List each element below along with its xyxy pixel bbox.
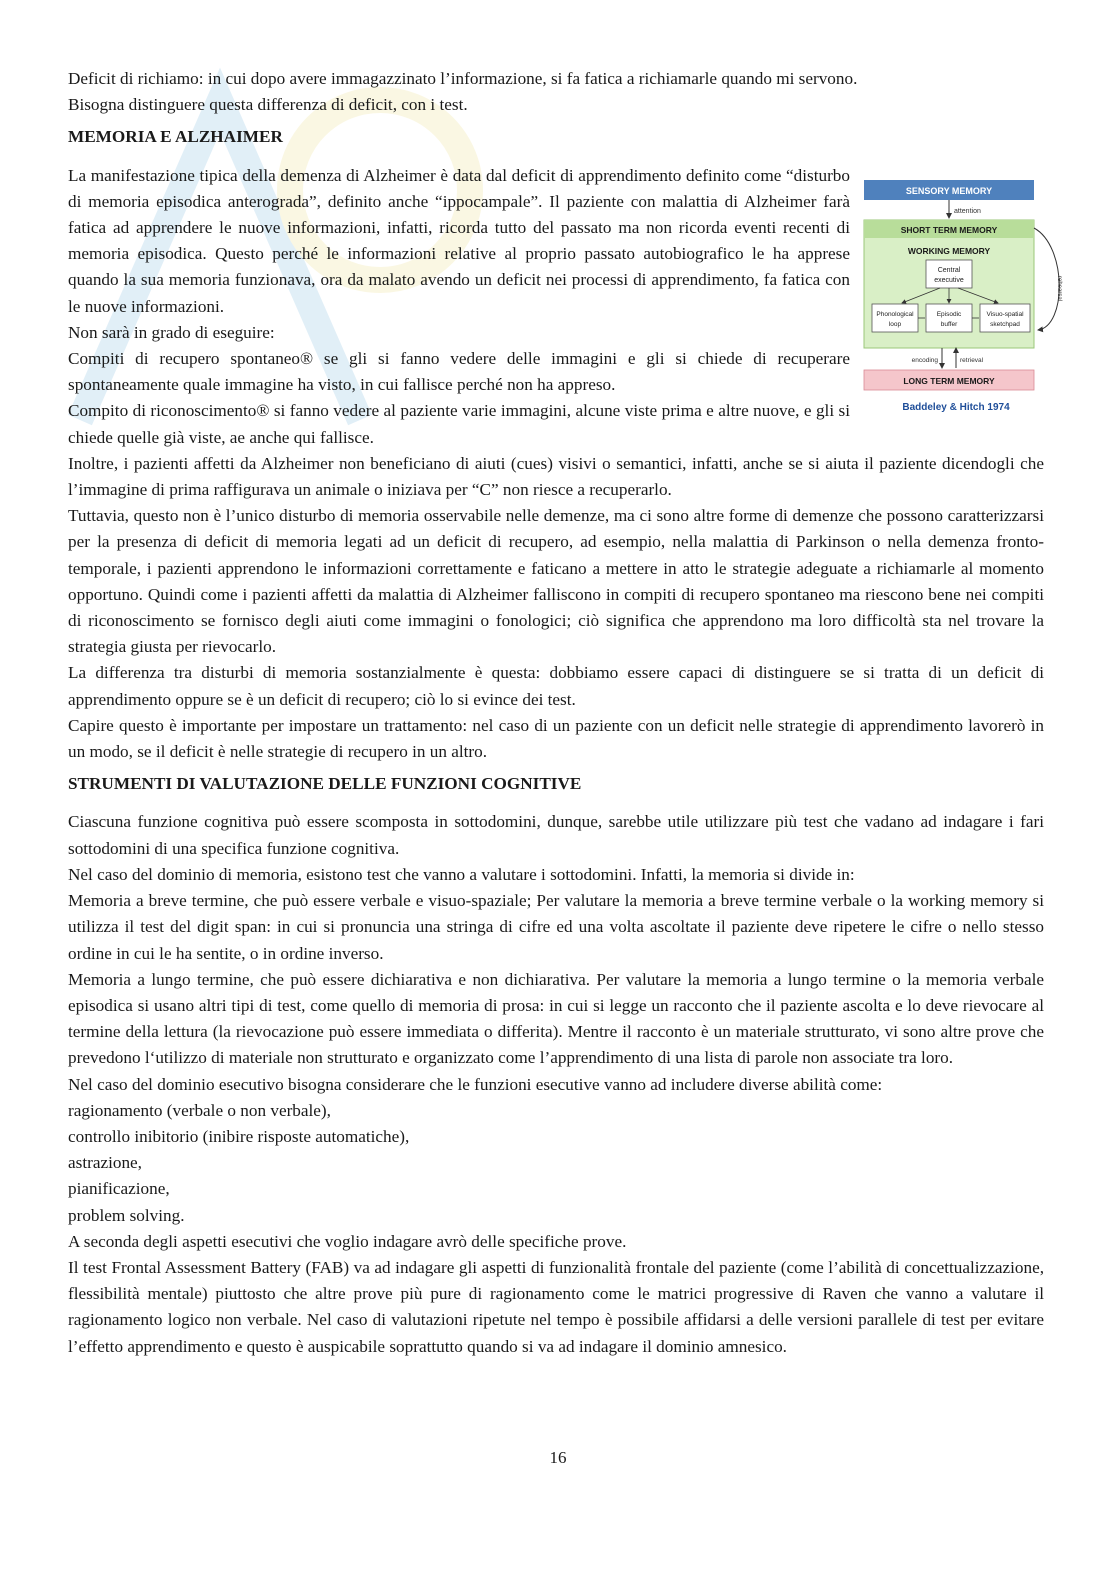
encoding-label: encoding [911, 357, 938, 364]
paragraph: Memoria a lungo termine, che può essere dichiarativa e non dichiarativa. Per valutare la memoria a lungo termine o la memoria verbale episodica si usano altri tipi di test, come quello di memoria di prosa: in cui si legge un racconto che il paziente ascolta e lo deve rievocare al termine della lettura (la rievocazione può essere immediata o differita). Mentre il racconto è un materiale strutturato, vi sono altre prove che prevedono l‘utilizzo di materiale non strutturato e organizzato come l’apprendimento di una lista di parole non associate tra loro. [68, 969, 1044, 1068]
memory-model-diagram [862, 176, 1066, 418]
paragraph: La manifestazione tipica della demenza di Alzheimer è data dal deficit di apprendimento definito come “disturbo di memoria episodica anterograda”, definito anche “ippocampale”. Il paziente con malattia di Alzheimer farà fatica ad apprendere le nuove informazioni, infatti, ricorda tutto del passato ma non ricorda eventi recenti di memoria episodica. Questo perché le informazioni relative al proprio passato autobiografico le ha apprese quando la sua memoria funzionava, ora da malato avendo un deficit nei processi di apprendimento, fa fatica con le nuove informazioni. [68, 165, 850, 316]
paragraph: Inoltre, i pazienti affetti da Alzheimer non beneficiano di aiuti (cues) visivi o semantici, infatti, anche se si aiuta il paziente dicendogli che l’immagine di prima raffigurava un animale o iniziava per “C” non riesce a recuperarlo. [68, 453, 1044, 500]
working-memory-label: WORKING MEMORY [907, 246, 991, 256]
paragraph: Nel caso del dominio esecutivo bisogna considerare che le funzioni esecutive vanno ad includere diverse abilità come: [68, 1074, 883, 1094]
paragraph: A seconda degli aspetti esecutivi che voglio indagare avrò delle specifiche prove. [68, 1231, 627, 1251]
paragraph: Deficit di richiamo: in cui dopo avere immagazzinato l’informazione, si fa fatica a richiamarle quando mi servono. [68, 69, 858, 88]
long-term-memory-label: LONG TERM MEMORY [903, 376, 995, 386]
paragraph: Tuttavia, questo non è l’unico disturbo di memoria osservabile nelle demenze, ma ci sono altre forme di demenze che possono caratterizzarsi per la presenza di deficit di memoria legati ad un deficit di recupero, ad esempio, nella malattia di Parkinson o nella demenza fronto-temporale, i pazienti apprendono le informazioni correttamente e faticano a mettere in atto le strategie adeguate a richiamarle al momento opportuno. Quindi come i pazienti affetti da malattia di Alzheimer falliscono in compiti di recupero spontaneo ma riescono bene nei compiti di riconoscimento se fornisco degli aiuti come immagini o fonologici; ciò significa che apprendono ma loro difficoltà sta nel trovare la strategia giusta per rievocarlo. [68, 506, 1044, 657]
list-item: problem solving. [68, 1205, 185, 1225]
list-item: ragionamento (verbale o non verbale), [68, 1100, 331, 1120]
rehearsal-label: rehearsal [1056, 276, 1062, 302]
episodic-buffer-label: Episodic [936, 311, 962, 318]
visuo-spatial-sketchpad-label: sketchpad [990, 321, 1020, 328]
episodic-buffer-label: buffer [940, 321, 958, 328]
paragraph: Memoria a breve termine, che può essere verbale e visuo-spaziale; Per valutare la memoria a breve termine verbale o la working memory si utilizza il test del digit span: in cui si pronuncia una stringa di cifre ed una volta ascoltate il paziente deve ripetere le cifre o nello stesso ordine in cui le ha sentite, o in ordine inverso. [68, 891, 1044, 963]
short-term-memory-label: SHORT TERM MEMORY [900, 225, 998, 235]
paragraph: Bisogna distinguere questa differenza di deficit, con i test. [68, 95, 468, 115]
paragraph: La differenza tra disturbi di memoria sostanzialmente è questa: dobbiamo essere capaci di distinguere se si tratta di un deficit di apprendimento oppure se è un deficit di recupero; ciò lo si evince dei test. [68, 663, 1044, 709]
central-executive-label: Central [937, 267, 961, 274]
section-heading: STRUMENTI DI VALUTAZIONE DELLE FUNZIONI COGNITIVE [68, 774, 582, 794]
wrapped-text-block [68, 163, 850, 451]
sensory-memory-label: SENSORY MEMORY [905, 186, 993, 196]
paragraph: Non sarà in grado di eseguire: [68, 322, 275, 342]
paragraph: Capire questo è importante per impostare un trattamento: nel caso di un paziente con un deficit nelle strategie di apprendimento lavorerò in un modo, se il deficit è nelle strategie di recupero in un altro. [68, 715, 1044, 762]
page-number: 16 [549, 1448, 567, 1467]
phonological-loop-label: loop [888, 321, 902, 328]
paragraph: Compito di riconoscimento® si fanno vedere al paziente varie immagini, alcune viste prima e altre nuove, e gli si chiede quelle già viste, ae anche qui fallisce. [68, 401, 850, 447]
paragraph: Ciascuna funzione cognitiva può essere scomposta in sottodomini, dunque, sarebbe utile utilizzare più test che vadano ad indagare i fari sottodomini di una specifica funzione cognitiva. [68, 812, 1044, 858]
phonological-loop-label: Phonological [876, 311, 914, 318]
list-item: astrazione, [68, 1153, 142, 1173]
central-executive-label: executive [934, 277, 964, 284]
visuo-spatial-sketchpad-label: Visuo-spatial [986, 311, 1024, 318]
rehearsal-arrow [1034, 228, 1059, 330]
paragraph: Nel caso del dominio di memoria, esistono test che vanno a valutare i sottodomini. Infatti, la memoria si divide in: [68, 864, 855, 884]
paragraph: Compiti di recupero spontaneo® se gli si fanno vedere delle immagini e gli si chiede di recuperare spontaneamente quale immagine ha visto, in cui fallisce perché non ha appreso. [68, 349, 850, 395]
retrieval-label: retrieval [960, 357, 984, 364]
list-item: pianificazione, [68, 1179, 170, 1199]
figure-caption: Baddeley & Hitch 1974 [902, 402, 1010, 413]
attention-label: attention [954, 208, 981, 215]
list-item: controllo inibitorio (inibire risposte automatiche), [68, 1126, 410, 1146]
paragraph: Il test Frontal Assessment Battery (FAB) va ad indagare gli aspetti di funzionalità frontale del paziente (come l’abilità di concettualizzazione, flessibilità mentale) piuttosto che altre prove più pure di ragionamento come le matrici progressive di Raven che vanno a valutare il ragionamento logico non verbale. Nel caso di valutazioni ripetute nel tempo è possibile affidarsi a delle versioni parallele di test per evitare l’effetto apprendimento e questo è auspicabile soprattutto quando si va ad indagare il dominio amnesico. [68, 1257, 1044, 1356]
section-heading: MEMORIA E ALZHAIMER [68, 127, 283, 147]
